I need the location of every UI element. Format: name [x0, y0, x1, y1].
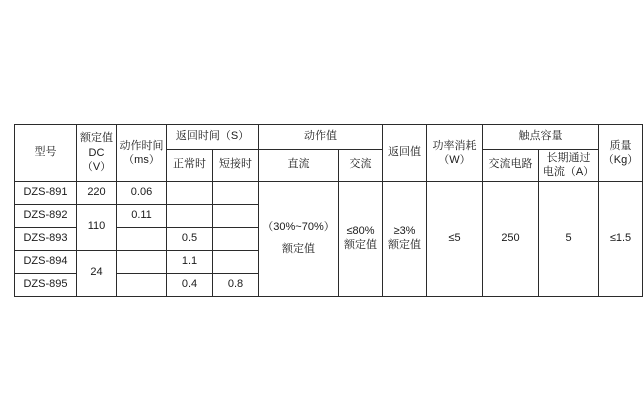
cell-model: DZS-892 [15, 204, 77, 227]
header-mass-line2: （Kg） [602, 153, 639, 166]
cell-action-time [117, 273, 167, 296]
table-row [15, 181, 643, 204]
cell-return-normal: 0.4 [167, 273, 213, 296]
header-action-time-line2: （ms） [123, 153, 160, 166]
header-action-time-line1: 动作时间 [119, 139, 164, 152]
header-power-line2: （W） [438, 153, 471, 166]
cell-model: DZS-891 [15, 181, 77, 204]
cell-action-time [117, 250, 167, 273]
header-power-line1: 功率消耗 [432, 139, 477, 152]
cell-return-normal [167, 204, 213, 227]
header-ac-circuit: 交流电路 [483, 150, 539, 182]
header-return-short: 短接时 [213, 150, 259, 182]
cell-return-short [213, 181, 259, 204]
header-return-time: 返回时间（S） [167, 125, 259, 150]
header-contact-capacity: 触点容量 [483, 125, 599, 150]
header-rated-value-line1: 额定值 [80, 132, 113, 145]
cell-model: DZS-894 [15, 250, 77, 273]
cell-return-value [383, 181, 427, 296]
cell-return-short: 0.8 [213, 273, 259, 296]
header-action-value: 动作值 [259, 125, 383, 150]
header-return-normal: 正常时 [167, 150, 213, 182]
header-long-current-line1: 长期通过 [546, 152, 591, 164]
header-long-current [539, 150, 599, 182]
cell-action-dc-line2: 额定值 [282, 242, 315, 255]
cell-action-time: 0.06 [117, 181, 167, 204]
cell-model: DZS-895 [15, 273, 77, 296]
table-header-row-1 [15, 125, 643, 150]
cell-ac-circuit: 250 [483, 181, 539, 296]
cell-return-short [213, 227, 259, 250]
header-action-dc: 直流 [259, 150, 339, 182]
specification-table [14, 124, 643, 297]
cell-action-time [117, 227, 167, 250]
header-power-consumption [427, 125, 483, 182]
cell-long-current: 5 [539, 181, 599, 296]
cell-rated: 110 [77, 204, 117, 250]
header-action-time [117, 125, 167, 182]
cell-return-value-line2: 额定值 [388, 238, 421, 251]
cell-mass: ≤1.5 [599, 181, 643, 296]
cell-action-dc [259, 181, 339, 296]
cell-action-dc-line1: （30%~70%） [262, 220, 335, 233]
cell-rated: 220 [77, 181, 117, 204]
header-return-value: 返回值 [383, 125, 427, 182]
cell-return-normal [167, 181, 213, 204]
cell-action-ac-line1: ≤80% [346, 224, 375, 237]
cell-return-normal: 1.1 [167, 250, 213, 273]
header-long-current-line2: 电流（A） [542, 166, 595, 179]
cell-return-short [213, 250, 259, 273]
cell-action-time: 0.11 [117, 204, 167, 227]
cell-return-short [213, 204, 259, 227]
cell-return-value-line1: ≥3% [393, 224, 416, 237]
cell-return-normal: 0.5 [167, 227, 213, 250]
cell-action-ac-line2: 额定值 [344, 238, 377, 251]
cell-power: ≤5 [427, 181, 483, 296]
header-rated-value [77, 125, 117, 182]
header-model: 型号 [15, 125, 77, 182]
header-mass-line1: 质量 [609, 139, 632, 152]
cell-rated: 24 [77, 250, 117, 296]
header-mass [599, 125, 643, 182]
cell-action-ac [339, 181, 383, 296]
header-rated-value-line2: DC（V） [81, 146, 112, 173]
header-action-ac: 交流 [339, 150, 383, 182]
cell-model: DZS-893 [15, 227, 77, 250]
